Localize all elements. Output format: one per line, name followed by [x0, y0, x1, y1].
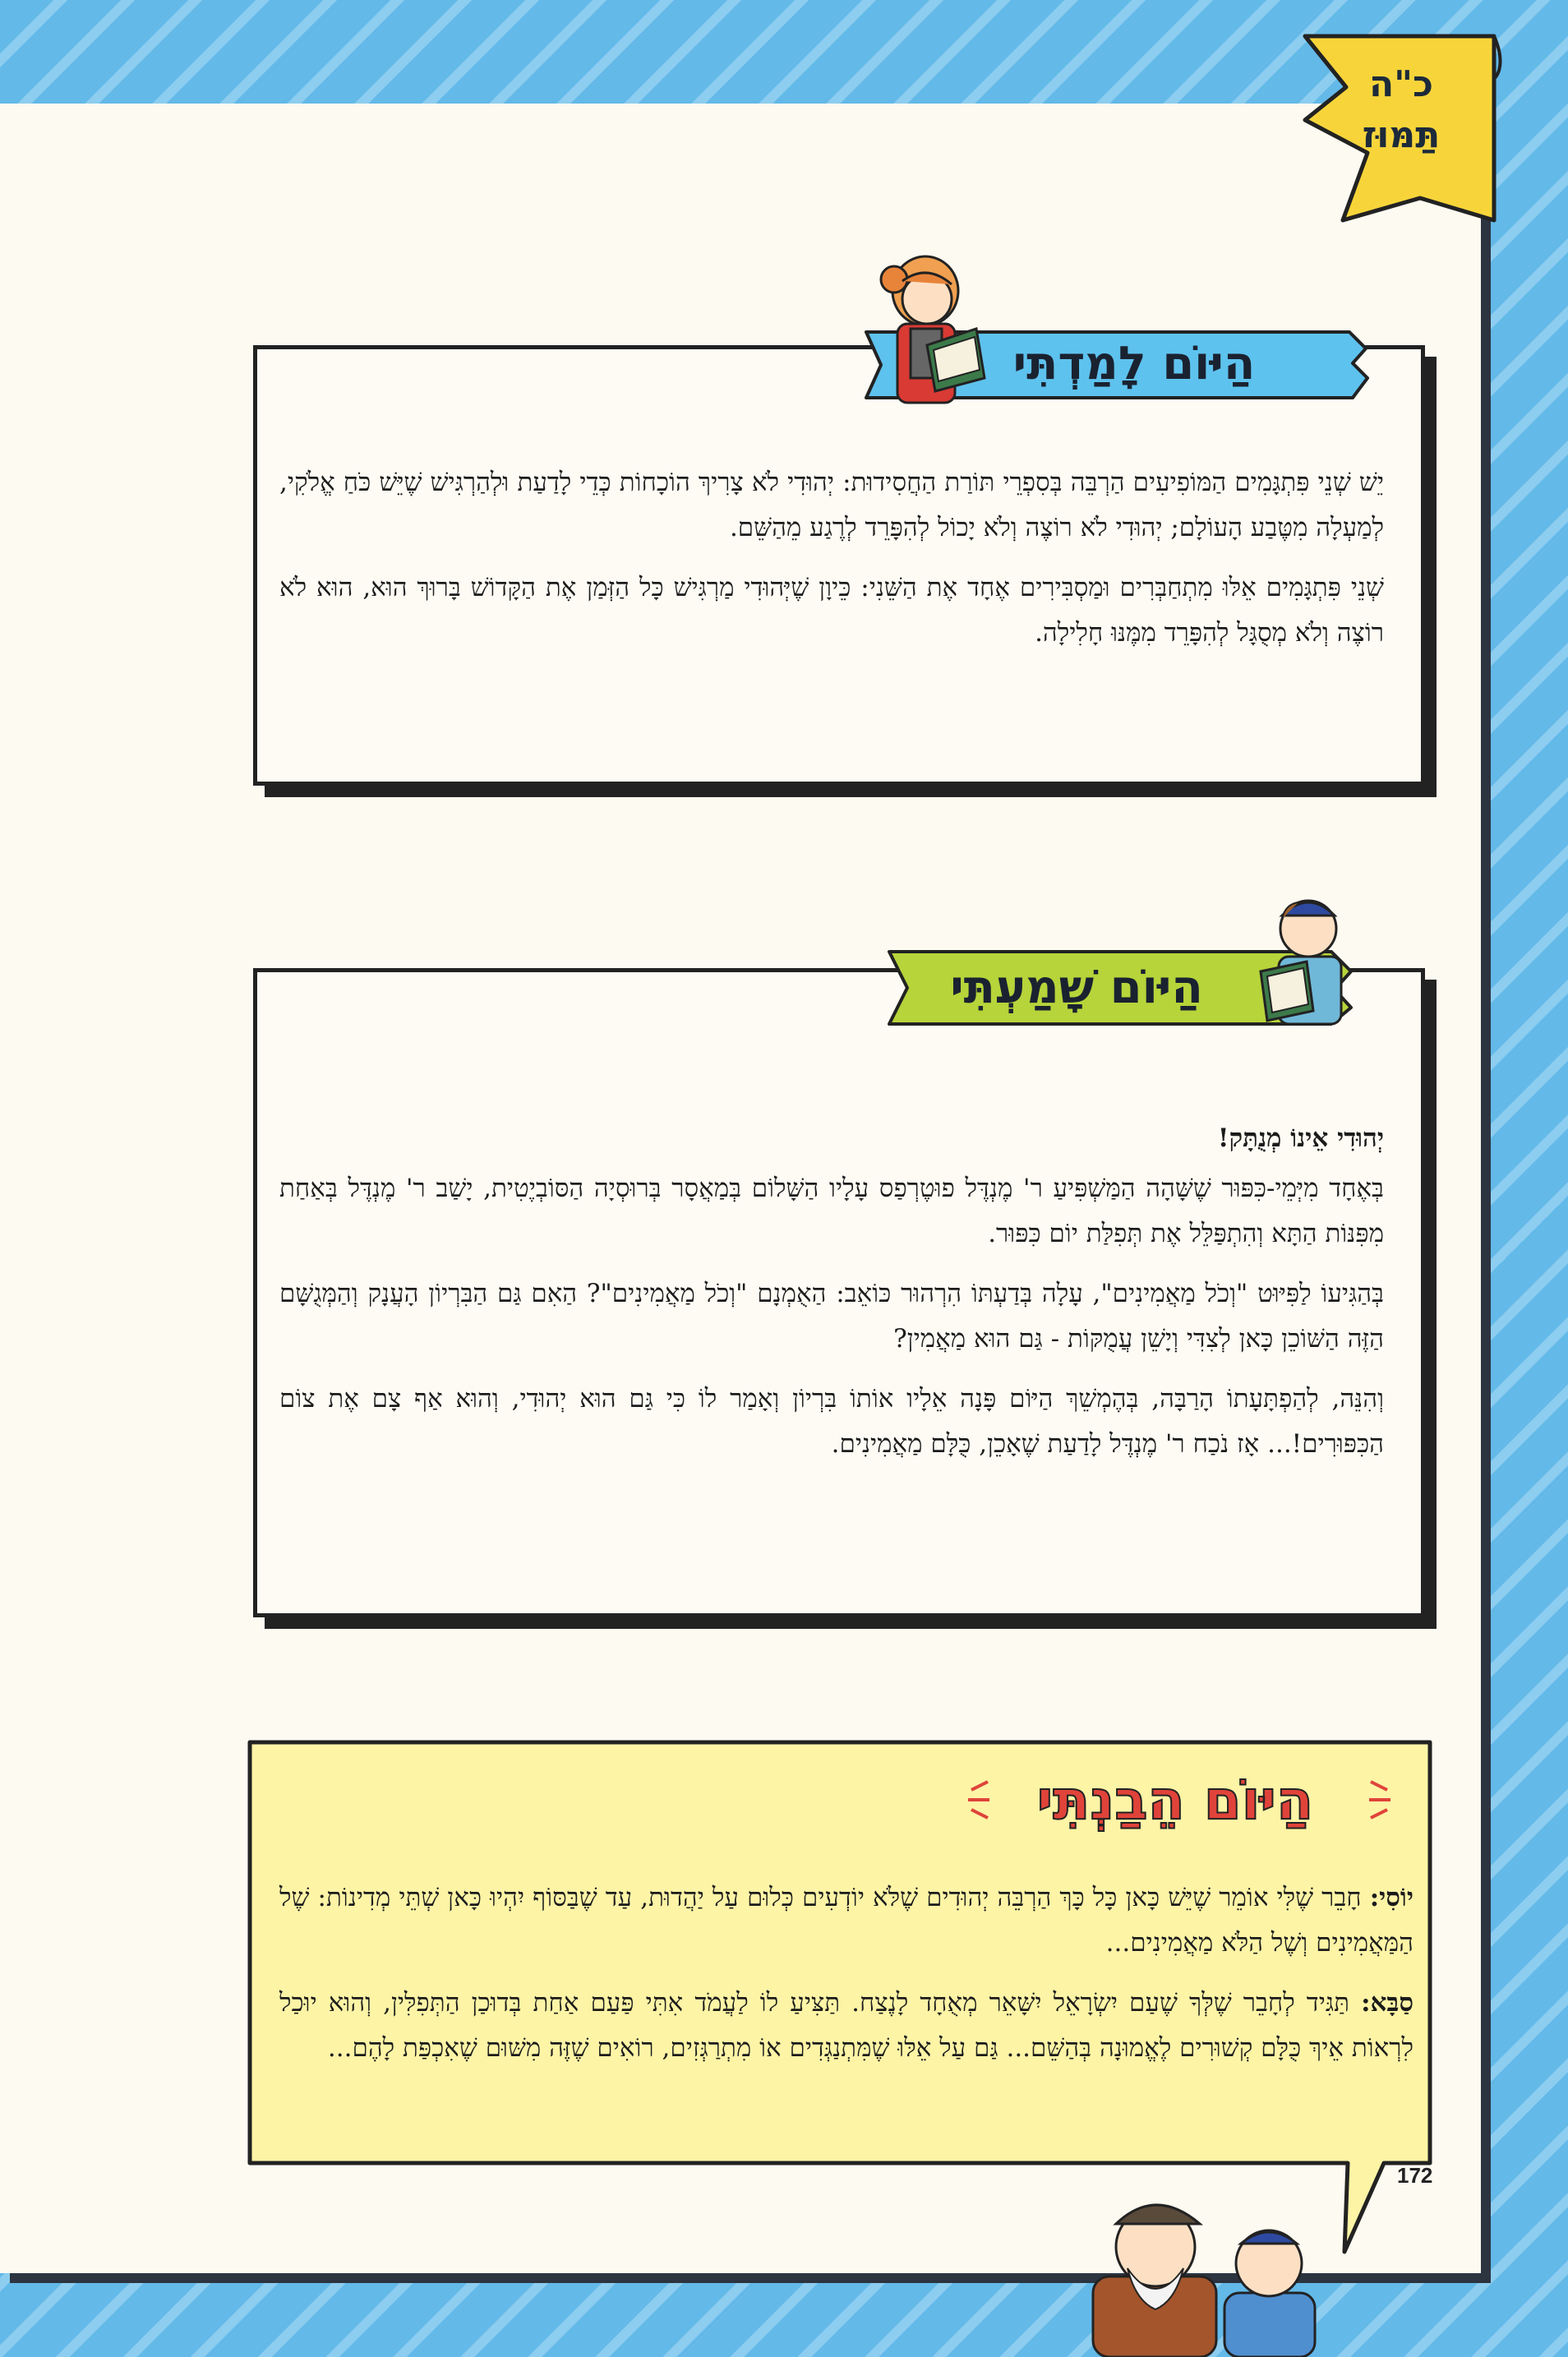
dialog-text: חָבֵר שֶׁלִּי אוֹמֵר שֶׁיֵּשׁ כָּאן כָּל כָּךְ הַרְבֵּה יְהוּדִים שֶׁלֹּא יוֹדְעִים כְּלוּם עַל יַהֲדוּת, עַד שֶׁבַּסּוֹף יִהְיוּ כָּאן שְׁתֵּי מְדִינוֹת: שֶׁל הַמַּאֲמִינִים וְשֶׁל הַלֹּא מַאֲמִינִים... [279, 1883, 1414, 1958]
dialog-text: תַּגִּיד לְחָבֵר שֶׁלְּךָ שֶׁעַם יִשְׂרָאֵל יִשָּׁאֵר מְאֻחָד לָנֶצַח. תַּצִּיעַ לוֹ לַעֲמֹד אִתִּי פַּעַם אַחַת בְּדוּכַן הַתְּפִלִּין, וְהוּא יוּכַל לִרְאוֹת אֵיךְ כֻּלָּם קְשׁוּרִים לֶאֱמוּנָה בְּהַשֵּׁם... גַּם עַל אֵלּוּ שֶׁמִּתְנַגְּדִים אוֹ מִתְרַגְּזִים, רוֹאִים שֶׁזֶּה מִשּׁוּם שֶׁאִכְפַּת לָהֶם... [279, 1988, 1414, 2063]
boy-reading-illustration [1249, 879, 1372, 1027]
page-number: 172 [1397, 2163, 1433, 2188]
heard-text [279, 1116, 1384, 1482]
heard-title: הַיּוֹם שָׁמַעְתִּי [950, 961, 1203, 1014]
understood-text [279, 1875, 1414, 2086]
understood-title: הַיּוֹם הֵבַנְתִּי [1036, 1769, 1314, 1832]
date-day: כ"ה [1368, 63, 1434, 105]
girl-reading-illustration [869, 247, 993, 408]
speaker-yossi: יוֹסִי: [1369, 1883, 1414, 1912]
learned-paragraph: שְׁנֵי פִּתְגָּמִים אֵלּוּ מִתְחַבְּרִים וּמַסְבִּירִים אֶחָד אֶת הַשֵּׁנִי: כֵּיוָן שֶׁיְּהוּדִי מַרְגִּישׁ כָּל הַזְּמַן אֶת הַקָּדוֹשׁ בָּרוּךְ הוּא, הוּא לֹא רוֹצֶה וְלֹא מְסֻגָּל לְהִפָּרֵד מִמֶּנּוּ חָלִילָה. [279, 573, 1384, 648]
story-paragraph: בְּאֶחָד מִיְּמֵי-כִּפּוּר שֶׁשָּׁהָה הַמַּשְׁפִּיעַ ר' מֶנְדֶּל פוּטֶרְפַס עָלָיו הַשָּׁלוֹם בְּמַאֲסָר בְּרוּסְיָה הַסּוֹבְיֶטִית, יָשַׁב ר' מֶנְדֶּל בְּאַחַת מִפִּנּוֹת הַתָּא וְהִתְפַּלֵּל אֶת תְּפִלַּת יוֹם כִּפּוּר. [279, 1174, 1384, 1248]
spark-lines-icon [960, 1775, 993, 1824]
learned-text [279, 460, 1384, 671]
spark-lines-icon [1366, 1775, 1399, 1824]
story-paragraph: בְּהַגִּיעוֹ לַפִּיּוּט "וְכֹל מַאֲמִינִים", עָלָה בְּדַעְתּוֹ הִרְהוּר כּוֹאֵב: הַאֻמְנָם "וְכֹל מַאֲמִינִים"? הַאִם גַּם הַבִּרְיוֹן הָעֲנָק וְהַמְּגֻשָּׁם הַזֶּה הַשּׁוֹכֵן כָּאן לְצִדִּי וְיָשֵׁן עֲמֻקּוֹת - גַּם הוּא מַאֲמִין? [279, 1279, 1384, 1354]
story-heading: יְהוּדִי אֵינוֹ מְנֻתָּק! [1217, 1123, 1384, 1153]
dialog-line-yossi [279, 1875, 1414, 1966]
learned-title: הַיּוֹם לָמַדְתִּי [1012, 337, 1256, 390]
date-month: תַּמּוּז [1362, 114, 1441, 156]
story-paragraph: וְהִנֵּה, לְהַפְתָּעָתוֹ הָרַבָּה, בְּהֶמְשֵׁךְ הַיּוֹם פָּנָה אֵלָיו אוֹתוֹ בִּרְיוֹן וְאָמַר לוֹ כִּי גַּם הוּא יְהוּדִי, וְהוּא אַף צָם אֶת צוֹם הַכִּפּוּרִים!... אָז נֹכַח ר' מֶנְדֶּל לָדַעַת שֶׁאָכֵן, כֻּלָּם מַאֲמִינִים. [279, 1384, 1384, 1459]
date-flag-text [1307, 59, 1496, 161]
learned-paragraph: יֵשׁ שְׁנֵי פִּתְגָּמִים הַמּוֹפִיעִים הַרְבֵּה בְּסִפְרֵי תּוֹרַת הַחֲסִידוּת: יְהוּדִי לֹא צָרִיךְ הוֹכָחוֹת כְּדֵי לָדַעַת וּלְהַרְגִּישׁ שֶׁיֵּשׁ כֹּחַ אֱלֹקִי, לְמַעְלָה מִטֶּבַע הָעוֹלָם; יְהוּדִי לֹא רוֹצֶה וְלֹא יָכוֹל לְהִפָּרֵד לְרֶגַע מֵהַשֵּׁם. [279, 468, 1384, 542]
dialog-line-saba [279, 1981, 1414, 2071]
speaker-saba: סַבָּא: [1361, 1988, 1414, 2018]
grandfather-and-boy-illustration [1077, 2178, 1340, 2357]
